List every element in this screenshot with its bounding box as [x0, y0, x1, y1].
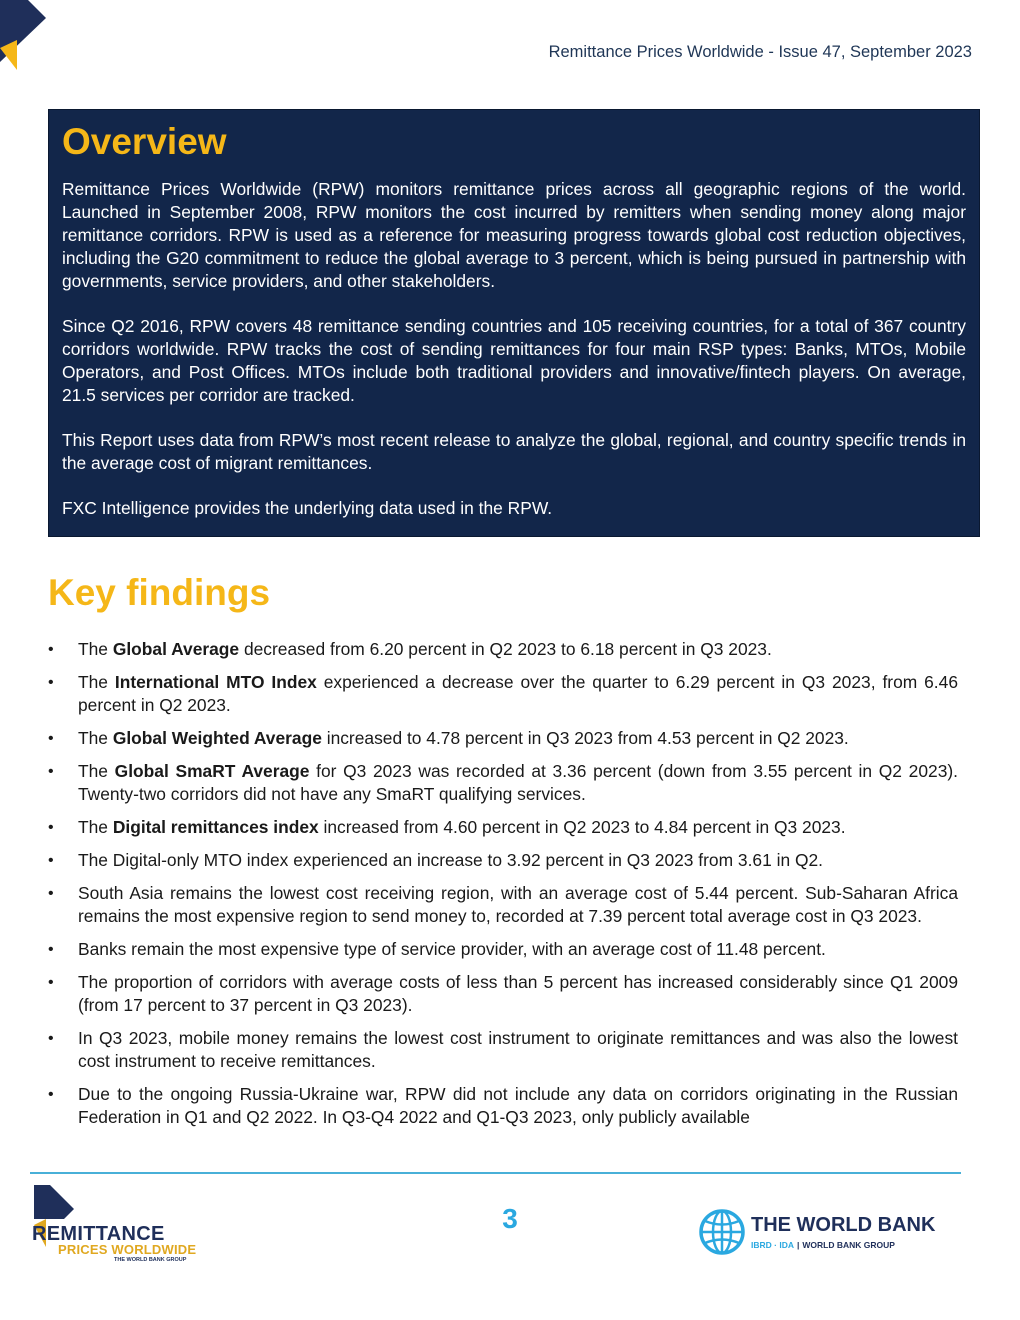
- bullet-icon: •: [48, 674, 54, 691]
- bullet-icon: •: [48, 763, 54, 780]
- bullet-icon: •: [48, 852, 54, 869]
- world-bank-name: THE WORLD BANK: [751, 1214, 936, 1236]
- finding-item: • The proportion of corridors with average costs of less than 5 percent has increased considerably since Q1 2009 (from 17 percent to 37 percent in Q3 2023).: [48, 972, 958, 1015]
- rpw-logo-name: REMITTANCE: [32, 1223, 165, 1245]
- bullet-icon: •: [48, 819, 54, 836]
- corner-decoration: [0, 0, 50, 72]
- finding-item: • South Asia remains the lowest cost receiving region, with an average cost of 5.44 percent. Sub-Saharan Africa remains the most expensive region to send money to, recorded at 7.39 percent total average cost in Q3 2023.: [48, 883, 958, 926]
- rpw-logo: [30, 1185, 200, 1265]
- footer-divider: [30, 1172, 961, 1174]
- overview-paragraph: FXC Intelligence provides the underlying data used in the RPW.: [62, 498, 553, 518]
- rpw-logo-sub: PRICES WORLDWIDE: [58, 1242, 197, 1257]
- bullet-icon: •: [48, 1086, 54, 1103]
- bullet-icon: •: [48, 974, 54, 991]
- finding-item: • The Digital-only MTO index experienced an increase to 3.92 percent in Q3 2023 from 3.61 in Q2.: [48, 850, 823, 870]
- rpw-logo-tiny: THE WORLD BANK GROUP: [114, 1257, 187, 1263]
- page-number: 3: [502, 1203, 518, 1234]
- finding-item: • Due to the ongoing Russia-Ukraine war, RPW did not include any data on corridors originating in the Russian Federation in Q1 and Q2 2022. In Q3-Q4 2022 and Q1-Q3 2023, only publicly available: [48, 1084, 958, 1127]
- bullet-icon: •: [48, 730, 54, 747]
- finding-item: • Banks remain the most expensive type of service provider, with an average cost of 11.48 percent.: [48, 939, 826, 959]
- overview-paragraph: This Report uses data from RPW’s most recent release to analyze the global, regional, and country specific trends in the average cost of migrant remittances.: [62, 430, 966, 473]
- overview-box: [48, 109, 980, 537]
- key-findings-title: Key findings: [48, 572, 271, 613]
- bullet-icon: •: [48, 641, 54, 658]
- finding-item: • The Global Weighted Average increased to 4.78 percent in Q3 2023 from 4.53 percent in Q2 2023.: [48, 728, 849, 748]
- bullet-icon: •: [48, 1030, 54, 1047]
- running-header: Remittance Prices Worldwide - Issue 47, September 2023: [548, 43, 972, 61]
- overview-paragraph: Remittance Prices Worldwide (RPW) monitors remittance prices across all geographic regions of the world. Launched in September 2008, RPW monitors the cost incurred by remitters when sending money along major remittance corridors. RPW is used as a reference for measuring progress towards global cost reduction objectives, including the G20 commitment to reduce the global average to 3 percent, which is being pursued in partnership with governments, service providers, and other stakeholders.: [62, 179, 966, 291]
- finding-item: • The Digital remittances index increased from 4.60 percent in Q2 2023 to 4.84 percent in Q3 2023.: [48, 817, 846, 837]
- bullet-icon: •: [48, 885, 54, 902]
- world-bank-subtitle: IBRD · IDA | WORLD BANK GROUP: [751, 1240, 895, 1250]
- world-bank-globe-icon: [698, 1208, 746, 1256]
- finding-item: • In Q3 2023, mobile money remains the lowest cost instrument to originate remittances and was also the lowest cost instrument to receive remittances.: [48, 1028, 958, 1071]
- bullet-icon: •: [48, 941, 54, 958]
- world-bank-logo: [698, 1208, 948, 1258]
- finding-item: • The International MTO Index experienced a decrease over the quarter to 6.29 percent in Q3 2023, from 6.46 percent in Q2 2023.: [48, 672, 958, 715]
- finding-item: • The Global Average decreased from 6.20 percent in Q2 2023 to 6.18 percent in Q3 2023.: [48, 639, 772, 659]
- overview-title: Overview: [62, 121, 227, 162]
- finding-item: • The Global SmaRT Average for Q3 2023 was recorded at 3.36 percent (down from 3.55 percent in Q2 2023). Twenty-two corridors did not have any SmaRT qualifying services.: [48, 761, 958, 804]
- key-findings-list: [48, 638, 958, 1139]
- overview-paragraph: Since Q2 2016, RPW covers 48 remittance sending countries and 105 receiving countries, for a total of 367 country corridors worldwide. RPW tracks the cost of sending remittances for four main RSP types: Banks, MTOs, Mobile Operators, and Post Offices. MTOs include both traditional providers and innovative/fintech players. On average, 21.5 services per corridor are tracked.: [62, 316, 966, 405]
